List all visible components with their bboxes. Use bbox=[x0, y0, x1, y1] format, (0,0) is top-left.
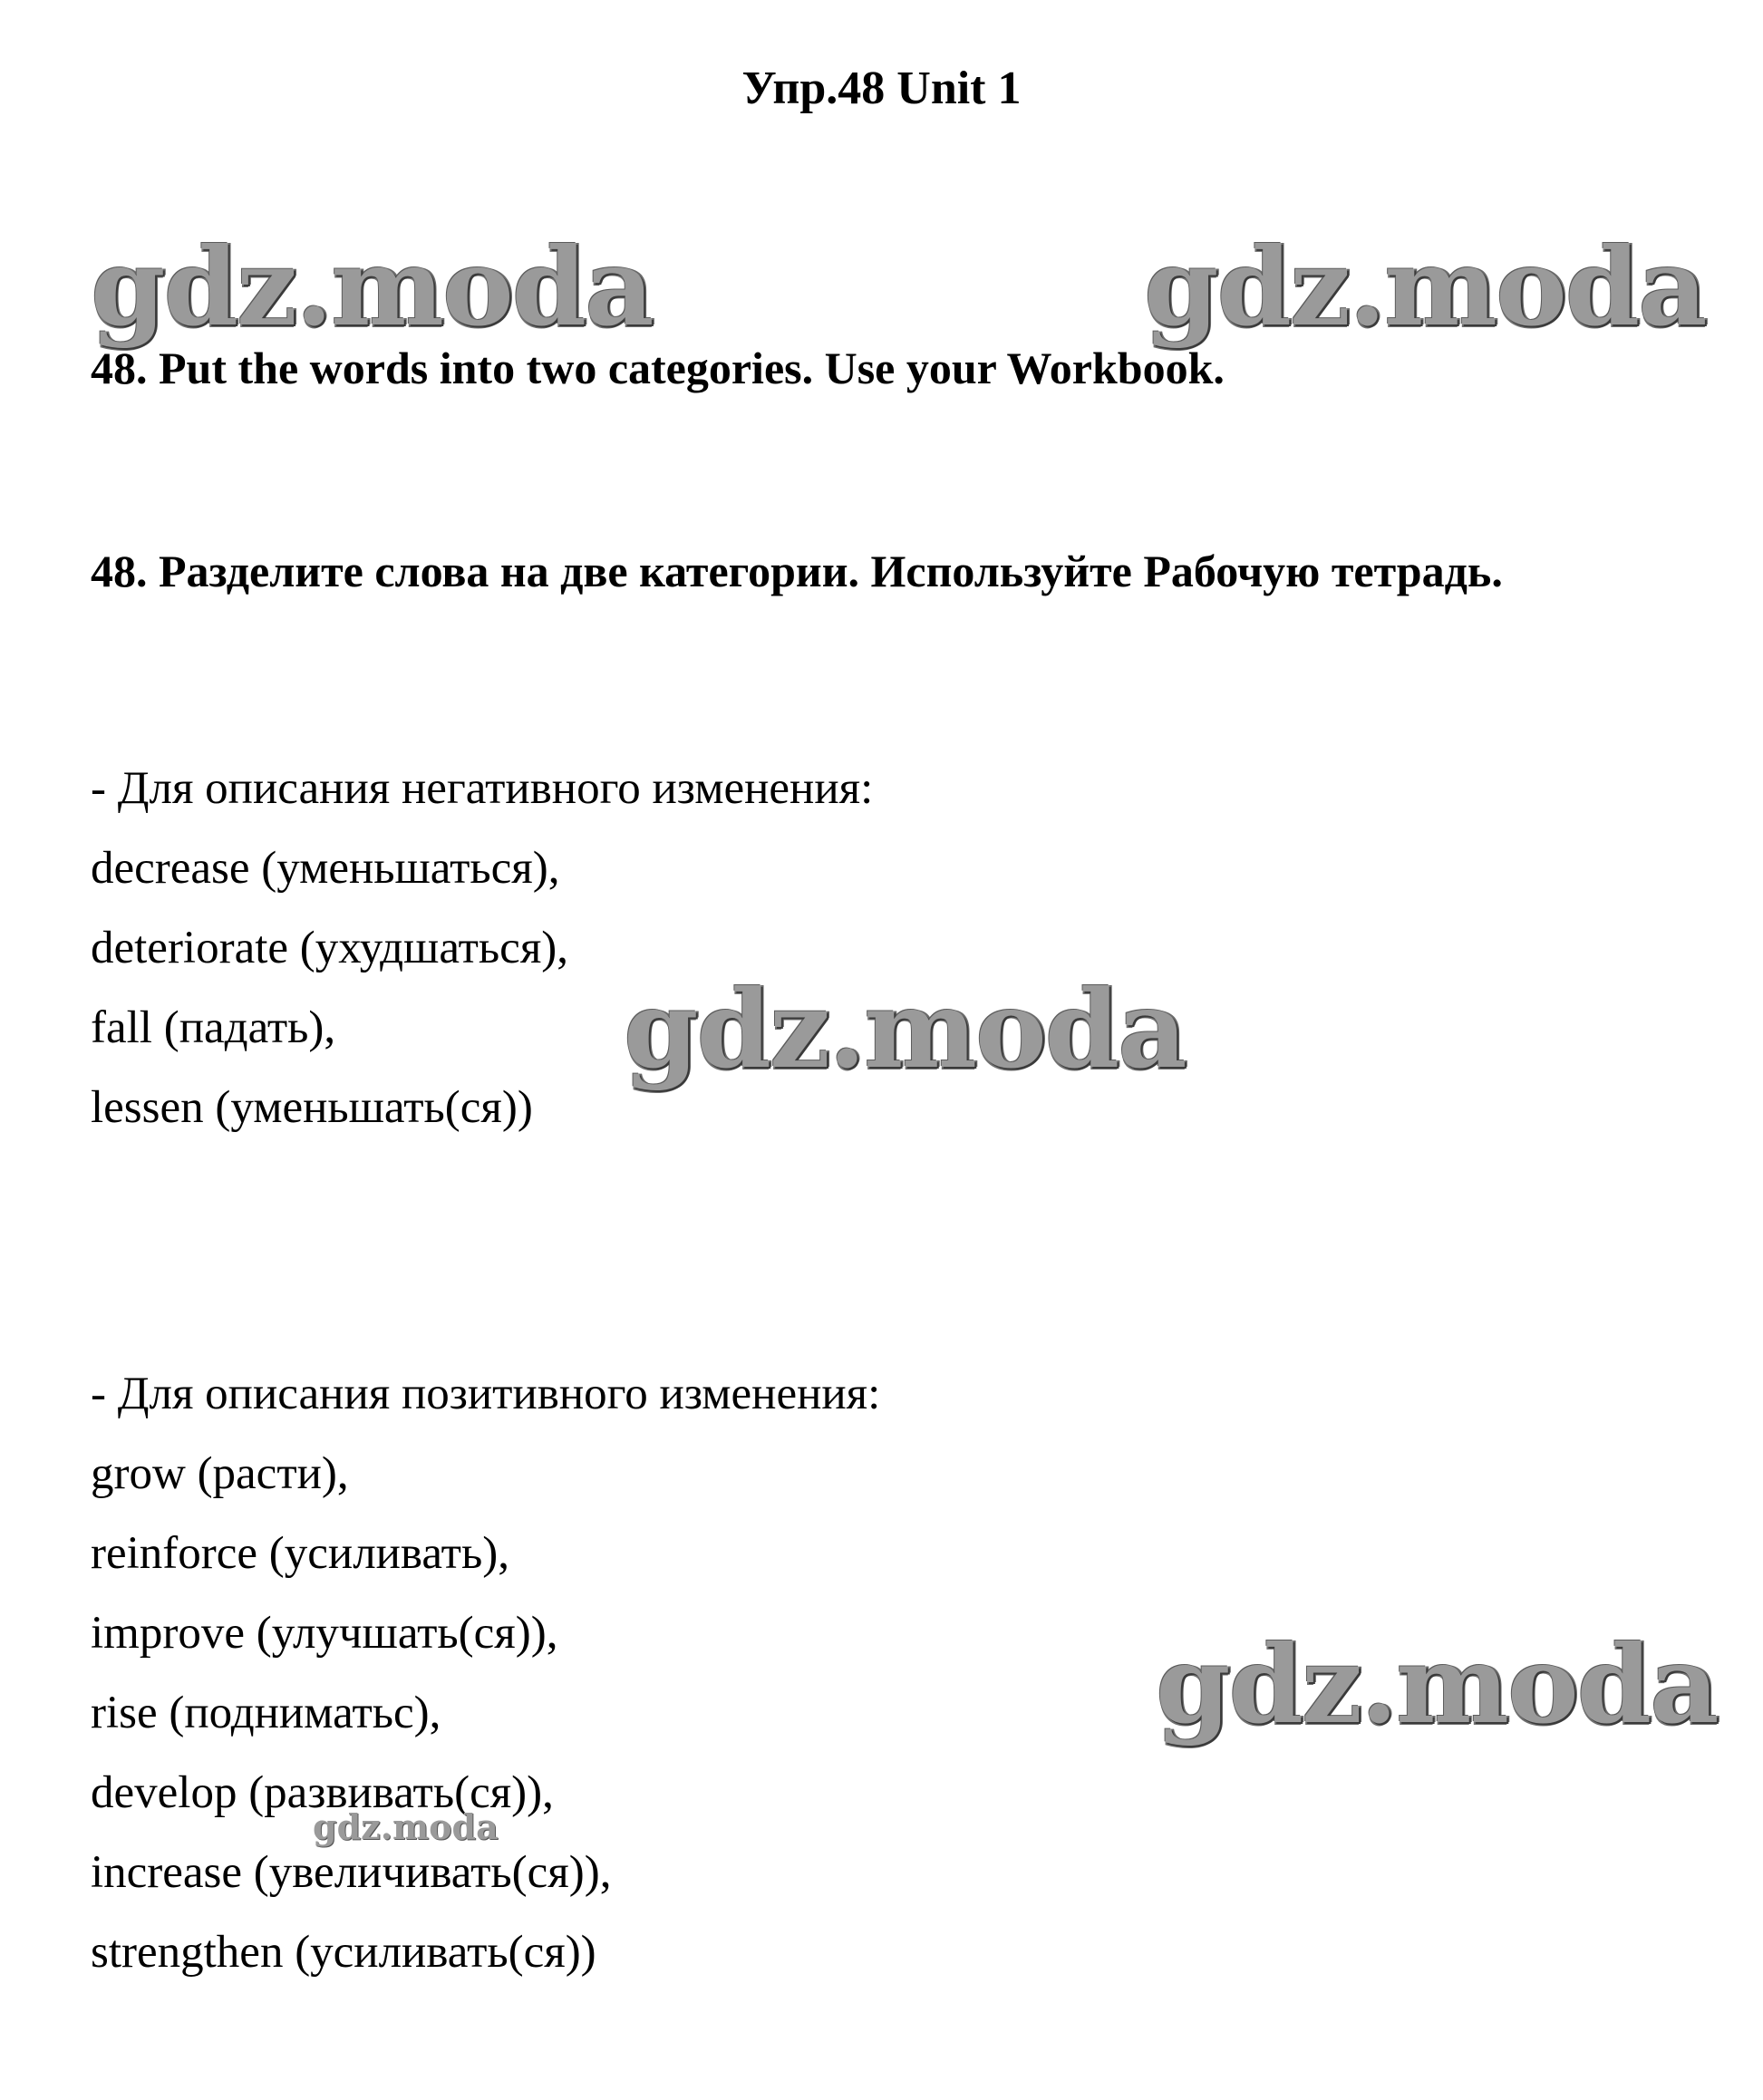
watermark-logo: gdz.moda bbox=[1156, 1621, 1718, 1747]
watermark-logo-small: gdz.moda bbox=[313, 1806, 499, 1847]
list-item: improve (улучшать(ся)), bbox=[91, 1608, 558, 1659]
list-item: rise (подниматьс), bbox=[91, 1688, 441, 1738]
list-item: deteriorate (ухудшаться), bbox=[91, 923, 569, 973]
page-title: Упр.48 Unit 1 bbox=[741, 63, 1022, 114]
list-item: lessen (уменьшать(ся)) bbox=[91, 1082, 533, 1133]
list-item: fall (падать), bbox=[91, 1002, 336, 1053]
exercise-heading-russian: 48. Разделите слова на две категории. Используйте Рабочую тетрадь. bbox=[91, 546, 1503, 596]
negative-group-header: - Для описания негативного изменения: bbox=[91, 763, 874, 814]
list-item: increase (увеличивать(ся)), bbox=[91, 1847, 612, 1898]
list-item: develop (развивать(ся)), bbox=[91, 1767, 554, 1818]
list-item: strengthen (усиливать(ся)) bbox=[91, 1927, 596, 1978]
list-item: reinforce (усиливать), bbox=[91, 1528, 509, 1579]
watermark-logo: gdz.moda bbox=[91, 224, 653, 350]
watermark-logo: gdz.moda bbox=[624, 966, 1186, 1092]
exercise-heading-english: 48. Put the words into two categories. Use your Workbook. bbox=[91, 343, 1225, 393]
positive-group-header: - Для описания позитивного изменения: bbox=[91, 1369, 881, 1419]
list-item: decrease (уменьшаться), bbox=[91, 843, 560, 894]
watermark-logo: gdz.moda bbox=[1144, 224, 1706, 350]
list-item: grow (расти), bbox=[91, 1448, 349, 1499]
